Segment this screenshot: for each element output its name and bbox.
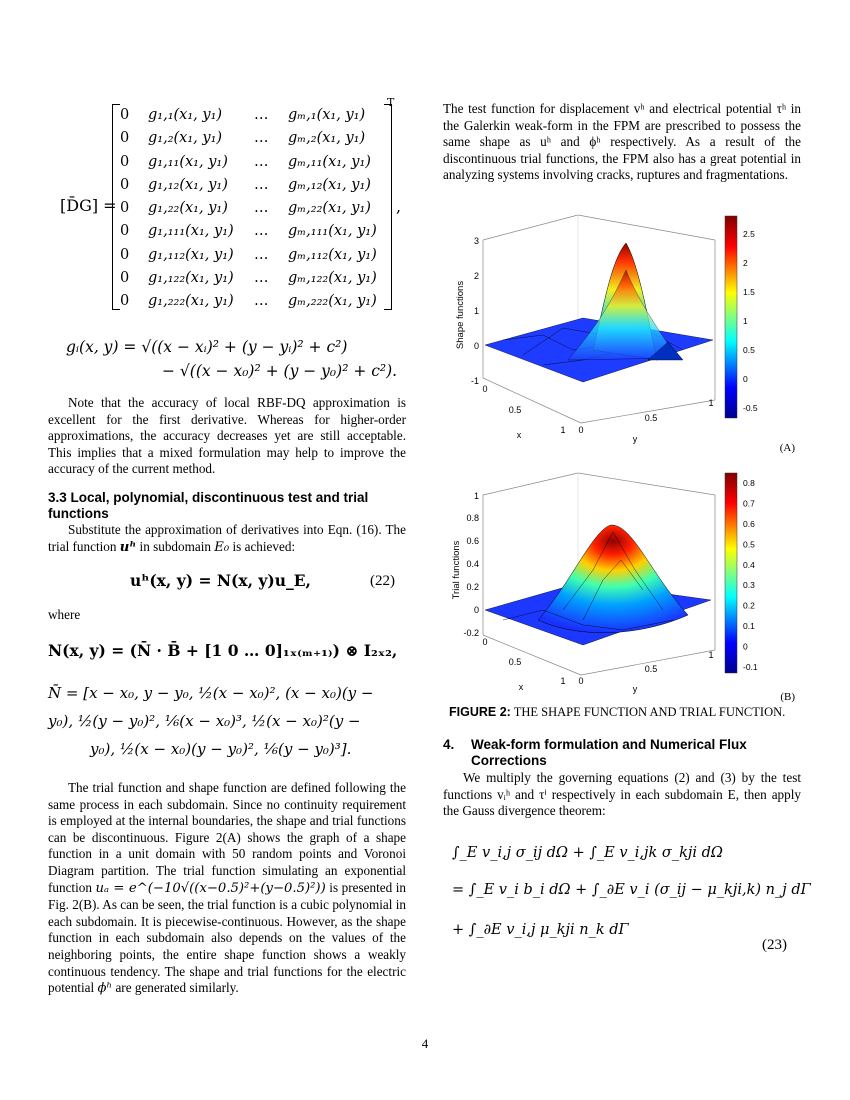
figB-ztick: 0.2: [466, 582, 479, 592]
matrix-cell-gm: gₘ,₁₁₁(x₁, y₁): [288, 223, 377, 240]
figB-ztick: -0.2: [463, 628, 479, 638]
figA-tag: (A): [779, 442, 795, 454]
matrix-trailing-comma: ,: [396, 197, 402, 216]
figB-ytick: 0.5: [644, 664, 658, 674]
figB-colorbar-tick: 0.8: [743, 478, 755, 488]
figB-ztick: 0.6: [466, 536, 479, 546]
figA-colorbar-tick: 0.5: [743, 345, 755, 355]
figA-colorbar-tick: 0: [743, 374, 748, 384]
eq-22: uʰ(x, y) = N(x, y)u_E,: [130, 571, 311, 590]
matrix-cell-dots: …: [254, 130, 269, 147]
figA-ztick: 1: [473, 306, 479, 316]
figA-zlabel: Shape functions: [455, 280, 466, 350]
figB-xtick: 0.5: [508, 657, 522, 667]
para-note: Note that the accuracy of local RBF-DQ approximation is excellent for the first derivative. Whereas for higher-order approximations, the accuracy decreases yet are still acceptable. This implies that a mixed formulation may help to improve the accuracy of the current method.: [48, 395, 406, 477]
page-number: 4: [421, 1036, 429, 1051]
figA-colorbar-tick: 2: [743, 258, 748, 268]
eq-23-line1: ∫_E v_i,j σ_ij dΩ + ∫_E v_i,jk σ_kji dΩ: [452, 845, 723, 861]
matrix-cell-g1: g₁,₁₂₂(x₁, y₁): [148, 270, 234, 287]
figB-colorbar-tick: 0.6: [743, 518, 755, 529]
figB-colorbar-tick: 0.7: [743, 498, 755, 509]
eq-g-line2: − √((x − x₀)² + (y − y₀)² + c²).: [162, 362, 398, 380]
figB-colorbar-tick: 0.3: [743, 580, 755, 591]
matrix-cell-zero: 0: [120, 223, 130, 240]
figA-xtick: 0: [482, 384, 488, 394]
figB-colorbar-tick: -0.1: [743, 662, 758, 672]
figB-ztick: 1: [473, 491, 479, 501]
figB-zlabel: Trial functions: [451, 540, 462, 600]
matrix-cell-g1: g₁,₁₁(x₁, y₁): [148, 153, 228, 170]
matrix-cell-zero: 0: [120, 246, 130, 263]
matrix-cell-gm: gₘ,₁₁(x₁, y₁): [288, 153, 371, 170]
figA-ylabel: y: [632, 434, 638, 444]
section-4-heading: 4. Weak-form formulation and Numerical Flux Corrections: [443, 737, 747, 768]
figA-ytick: 0.5: [644, 413, 658, 423]
figB-colorbar-tick: 0.4: [743, 559, 755, 570]
matrix-cell-dots: …: [254, 153, 269, 170]
figB-xtick: 0: [482, 637, 488, 647]
figA-ztick: 3: [473, 236, 479, 246]
figA-colorbar: [725, 216, 737, 418]
figA-ytick: 1: [708, 398, 714, 408]
matrix-cell-g1: g₁,₂₂(x₁, y₁): [148, 200, 228, 217]
matrix-cell-g1: g₁,₁₁₁(x₁, y₁): [148, 223, 234, 240]
figure-2a-shape-function: [443, 210, 801, 455]
matrix-cell-dots: …: [254, 176, 269, 193]
figB-colorbar-tick: 0.1: [743, 621, 755, 632]
eq-g-line1: gᵢ(x, y) = √((x − xᵢ)² + (y − yᵢ)² + c²): [66, 338, 348, 356]
matrix-cell-g1: g₁,₂(x₁, y₁): [148, 130, 223, 147]
matrix-right-bracket: [384, 104, 392, 310]
figA-ztick: 2: [473, 271, 479, 281]
matrix-cell-dots: …: [254, 246, 269, 263]
eq-23-line2: = ∫_E v_i b_i dΩ + ∫_∂E v_i (σ_ij − μ_kji,k) n_j dΓ: [452, 882, 811, 898]
figA-colorbar-tick: 1.5: [743, 287, 755, 297]
figA-ztick: 0: [473, 341, 479, 351]
figB-tag: (B): [780, 691, 795, 703]
matrix-cell-gm: gₘ,₂₂(x₁, y₁): [288, 200, 371, 217]
matrix-left-bracket: [112, 104, 120, 310]
matrix-cell-zero: 0: [120, 270, 130, 287]
figB-ylabel: y: [632, 684, 638, 694]
figure-2b-trial-function: [443, 470, 801, 705]
matrix-cell-dots: …: [254, 200, 269, 217]
matrix-cell-zero: 0: [120, 176, 130, 193]
matrix-cell-gm: gₘ,₂₂₂(x₁, y₁): [288, 293, 377, 310]
figA-colorbar-tick: -0.5: [743, 403, 758, 413]
eq-N: N(x, y) = (N̄ · B̄ + [1 0 … 0]₁ₓ₍ₘ₊₁₎) ⊗ I₂ₓ₂,: [48, 641, 398, 660]
figB-colorbar-tick: 0: [743, 641, 748, 652]
matrix-cell-gm: gₘ,₁₁₂(x₁, y₁): [288, 246, 377, 263]
figB-xlabel: x: [518, 682, 524, 692]
figB-colorbar-tick: 0.5: [743, 539, 755, 550]
matrix-cell-dots: …: [254, 223, 269, 240]
figA-xlabel: x: [516, 430, 522, 440]
figB-colorbar-tick: 0.2: [743, 600, 755, 611]
para-substitute: Substitute the approximation of derivatives into Eqn. (16). The trial function uʰ in subdomain E₀ is achieved:: [48, 522, 406, 555]
matrix-cell-g1: g₁,₁₁₂(x₁, y₁): [148, 246, 234, 263]
figA-xtick: 1: [560, 425, 566, 435]
matrix-cell-zero: 0: [120, 153, 130, 170]
matrix-cell-gm: gₘ,₁₂(x₁, y₁): [288, 176, 371, 193]
section-3-3-title: 3.3 Local, polynomial, discontinuous test and trial functions: [48, 490, 369, 521]
figA-colorbar-tick: 2.5: [743, 229, 755, 239]
matrix-cell-dots: …: [254, 293, 269, 310]
para-test-function: The test function for displacement vʰ and electrical potential τʰ in the Galerkin weak-form in the FPM are prescribed to possess the same shape as uʰ and ϕʰ respectively. As a result of the discontinuous trial functions, the FPM also has a great potential in analyzing systems involving cracks, ruptures and fragmentations.: [443, 101, 801, 183]
figB-xtick: 1: [560, 676, 566, 686]
matrix-cell-zero: 0: [120, 107, 130, 123]
matrix-cell-dots: …: [254, 107, 269, 123]
figB-ytick: 0: [578, 676, 584, 686]
matrix-cell-g1: g₁,₂₂₂(x₁, y₁): [148, 293, 234, 310]
matrix-cell-zero: 0: [120, 200, 130, 217]
matrix-cell-dots: …: [254, 270, 269, 287]
para-multiply: We multiply the governing equations (2) and (3) by the test functions vᵢʰ and τⁱ respectively in each subdomain E, then apply the Gauss divergence theorem:: [443, 770, 801, 819]
eq-22-number: (22): [370, 573, 395, 589]
figure-2-caption: FIGURE 2: THE SHAPE FUNCTION AND TRIAL FUNCTION.: [449, 705, 786, 719]
figB-ztick: 0: [473, 605, 479, 615]
matrix-cell-zero: 0: [120, 293, 130, 310]
matrix-cell-g1: g₁,₁₂(x₁, y₁): [148, 176, 228, 193]
matrix-cell-gm: gₘ,₁₂₂(x₁, y₁): [288, 270, 377, 287]
eq-Nbar-line3: y₀), ½(x − x₀)(y − y₀)², ⅙(y − y₀)³].: [90, 740, 352, 758]
figA-colorbar-tick: 1: [743, 316, 748, 326]
matrix-cell-gm: gₘ,₂(x₁, y₁): [288, 130, 366, 147]
matrix-cell-gm: gₘ,₁(x₁, y₁): [288, 107, 366, 123]
eq-23-number: (23): [762, 937, 787, 953]
figA-xtick: 0.5: [508, 405, 522, 415]
figB-ztick: 0.4: [466, 559, 479, 569]
matrix-transpose: T: [387, 96, 395, 109]
eq-23-line3: + ∫_∂E v_i,j μ_kji n_k dΓ: [452, 922, 629, 938]
matrix-lhs: [D̄G] =: [60, 196, 117, 215]
eq-Nbar-line2: y₀), ½(y − y₀)², ⅙(x − x₀)³, ½(x − x₀)²(y −: [48, 712, 361, 730]
matrix-cell-g1: g₁,₁(x₁, y₁): [148, 107, 223, 123]
matrix-cell-zero: 0: [120, 130, 130, 147]
figA-ztick: -1: [470, 376, 479, 386]
figB-ytick: 1: [708, 650, 714, 660]
figB-colorbar: [725, 473, 737, 673]
eq-Nbar-line1: N̄ = [x − x₀, y − y₀, ½(x − x₀)², (x − x₀)(y −: [48, 684, 374, 702]
figA-ytick: 0: [578, 425, 584, 435]
para-trial: The trial function and shape function are defined following the same process in each subdomain. Since no continuity requirement is employed at the internal boundaries, the shape and trial functions can be discontinuous. Figure 2(A) shows the graph of a shape function in a unit domain with 50 random points and Voronoi Diagram partition. The trial function simulating an exponential function uₐ = e^(−10√((x−0.5)²+(y−0.5)²)) is presented in Fig. 2(B). As can be seen, the trial function is a cubic polynomial in each subdomain. It is piecewise-continuous. However, as the shape function in each subdomain also depends on the values of the neighboring points, the entire shape function shows a weakly continuous tendency. The shape and trial functions for the electric potential ϕʰ are generated similarly.: [48, 780, 406, 997]
figB-ztick: 0.8: [466, 513, 479, 523]
where-label: where: [48, 607, 81, 622]
